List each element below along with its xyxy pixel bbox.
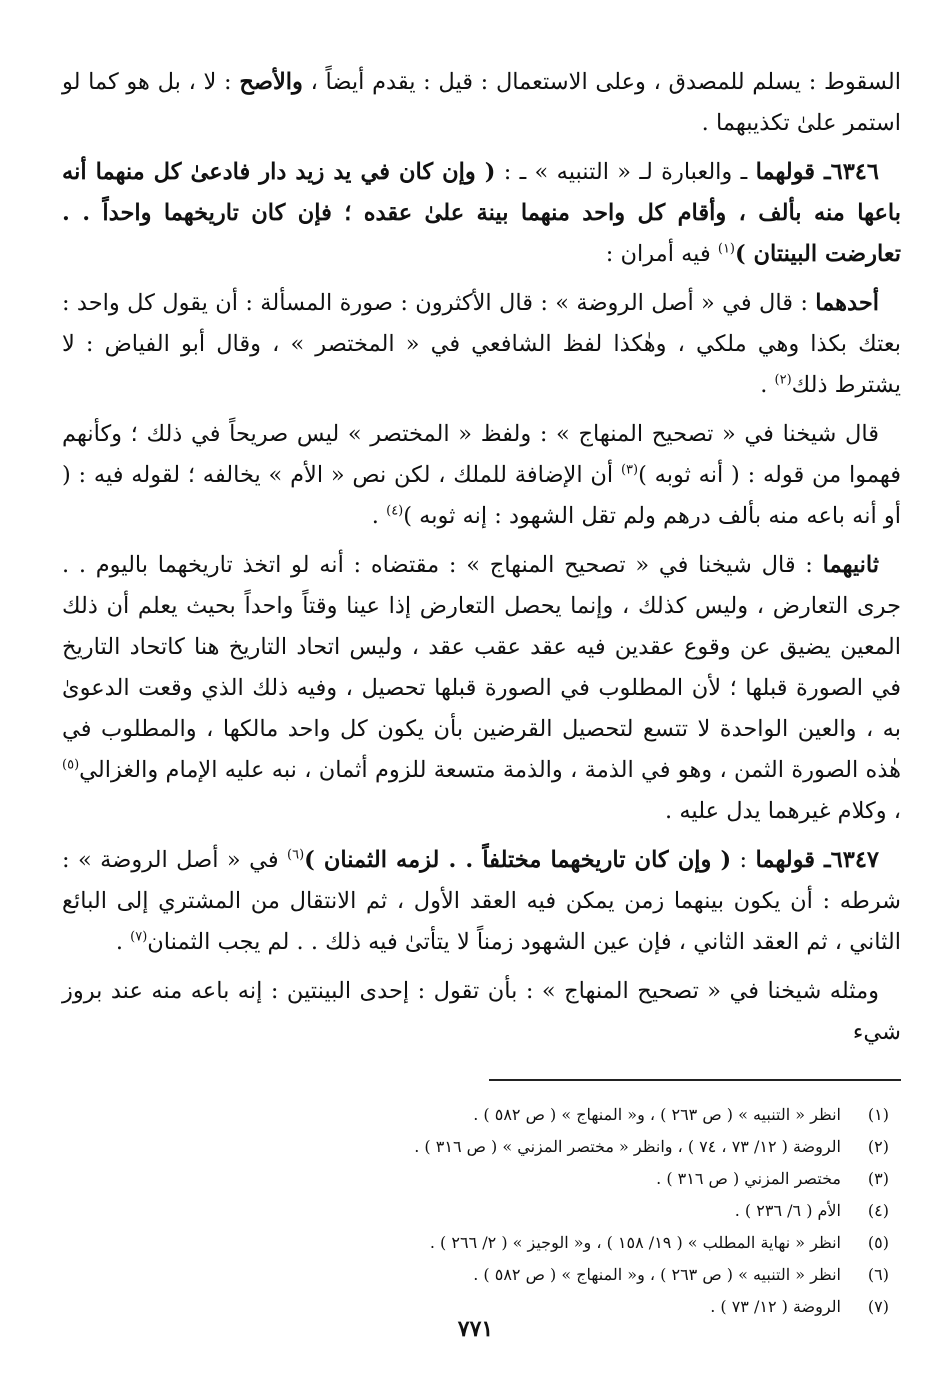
paragraph bbox=[62, 283, 901, 406]
text-run: ، وكلام غيرهما يدل عليه . bbox=[665, 798, 901, 824]
text-run: قال شيخنا في « تصحيح المنهاج » : ولفظ « المختصر » ليس صريحاً في ذلك ؛ وكأنهم فهموا من قوله : ( أنه ثوبه ) bbox=[62, 421, 901, 488]
main-text bbox=[62, 62, 901, 1053]
paragraph bbox=[62, 971, 901, 1053]
footnote-item bbox=[62, 1099, 901, 1131]
footnote-text: انظر « التنبيه » ( ص ٢٦٣ ) ، و« المنهاج » ( ص ٥٨٢ ) . bbox=[473, 1105, 841, 1124]
footnote-separator bbox=[489, 1079, 901, 1081]
paragraph bbox=[62, 545, 901, 832]
text-run: . bbox=[371, 503, 387, 529]
footnote-ref: (٢) bbox=[774, 372, 792, 388]
footnote-ref: (٥) bbox=[62, 757, 80, 773]
paragraph bbox=[62, 152, 901, 275]
bold-text: ( وإن كان تاريخهما مختلفاً . . لزمه الثمنان ) bbox=[304, 847, 732, 873]
bold-text: والأصح bbox=[239, 69, 303, 95]
footnote-text: الروضة ( ١٢/ ٧٣ ، ٧٤ ) ، وانظر « مختصر المزني » ( ص ٣١٦ ) . bbox=[414, 1137, 841, 1156]
text-run: ـ والعبارة لـ « التنبيه » ـ : bbox=[495, 159, 756, 185]
footnote-number: (٧) bbox=[867, 1297, 889, 1316]
bold-text: أحدهما bbox=[815, 290, 879, 316]
text-run: . bbox=[760, 372, 775, 398]
bold-text: ( وإن كان في يد زيد دار فادعىٰ كل منهما أنه باعها منه بألف ، وأقام كل واحد منهما بينة علىٰ عقده ؛ فإن كان تاريخهما واحداً . . تعارضت البينتان ) bbox=[62, 159, 901, 267]
footnote-item bbox=[62, 1195, 901, 1227]
footnote-item bbox=[62, 1163, 901, 1195]
footnote-text: انظر « التنبيه » ( ص ٢٦٣ ) ، و« المنهاج » ( ص ٥٨٢ ) . bbox=[473, 1265, 841, 1284]
footnote-item bbox=[62, 1259, 901, 1291]
footnote-text: الأم ( ٦/ ٢٣٦ ) . bbox=[734, 1201, 841, 1220]
text-run: . bbox=[115, 929, 131, 955]
paragraph bbox=[62, 62, 901, 144]
footnote-number: (٦) bbox=[867, 1265, 889, 1284]
page-number: ٧٧١ bbox=[457, 1316, 494, 1342]
bold-text: ٦٣٤٦ـ قولهما bbox=[755, 159, 879, 185]
text-run: أن الإضافة للملك ، لكن نص « الأم » يخالفه ؛ لقوله فيه : ( أو أنه باعه منه بألف درهم ولم تقل الشهود : إنه ثوبه ) bbox=[62, 462, 901, 529]
footnote-text: مختصر المزني ( ص ٣١٦ ) . bbox=[656, 1169, 841, 1188]
text-run: : قال في « أصل الروضة » : قال الأكثرون : صورة المسألة : أن يقول كل واحد : بعتك بكذا وهي ملكي ، وهٰكذا لفظ الشافعي في « المختصر » ، وقال أبو الفياض : لا يشترط ذلك bbox=[62, 290, 901, 398]
text-run: ومثله شيخنا في « تصحيح المنهاج » : بأن تقول : إحدى البينتين : إنه باعه منه عند بروز شيء bbox=[62, 978, 901, 1045]
footnotes bbox=[62, 1099, 901, 1323]
footnote-ref: (١) bbox=[717, 241, 735, 257]
text-run: : لا ، بل هو كما لو استمر علىٰ تكذيبهما . bbox=[62, 69, 901, 136]
paragraph bbox=[62, 840, 901, 963]
footnote-text: انظر « نهاية المطلب » ( ١٩/ ١٥٨ ) ، و« الوجيز » ( ٢/ ٢٦٦ ) . bbox=[429, 1233, 841, 1252]
footnote-ref: (٤) bbox=[386, 503, 404, 519]
footnote-text: الروضة ( ١٢/ ٧٣ ) . bbox=[710, 1297, 841, 1316]
text-run: فيه أمران : bbox=[605, 241, 718, 267]
footnote-number: (١) bbox=[867, 1105, 889, 1124]
footnote-number: (٣) bbox=[867, 1169, 889, 1188]
footnote-number: (٢) bbox=[867, 1137, 889, 1156]
text-run: السقوط : يسلم للمصدق ، وعلى الاستعمال : قيل : يقدم أيضاً ، bbox=[302, 69, 902, 95]
footnote-ref: (٦) bbox=[287, 847, 305, 863]
paragraph bbox=[62, 414, 901, 537]
footnote-item bbox=[62, 1131, 901, 1163]
bold-text: ثانيهما bbox=[822, 552, 879, 578]
footnote-item bbox=[62, 1227, 901, 1259]
text-run: : قال شيخنا في « تصحيح المنهاج » : مقتضاه : أنه لو اتخذ تاريخهما باليوم . . جرى التعارض ، وليس كذلك ، وإنما يحصل التعارض إذا عينا وقتاً واحداً بحيث يعلم أن ذلك المعين يضيق عن وقوع عقدين فيه عقد عقب عقد ، وليس اتحاد التاريخ هنا كاتحاد التاريخ في الصورة قبلها ؛ لأن المطلوب في الصورة قبلها تحصيل ، وفيه ذلك الذي وقعت الدعوىٰ به ، والعين الواحدة لا تتسع لتحصيل القرضين بأن يكون كل واحد مالكها ، والمطلوب في هٰذه الصورة الثمن ، وهو في الذمة ، والذمة متسعة للزوم أثمان ، نبه عليه الإمام والغزالي bbox=[62, 552, 901, 783]
footnote-number: (٤) bbox=[867, 1201, 889, 1220]
bold-text: ٦٣٤٧ـ قولهما bbox=[755, 847, 879, 873]
footnote-ref: (٧) bbox=[130, 929, 148, 945]
footnote-number: (٥) bbox=[867, 1233, 889, 1252]
text-run: في « أصل الروضة » : شرطه : أن يكون بينهما زمن يمكن فيه العقد الأول ، ثم الانتقال من المشتري إلى البائع الثاني ، ثم العقد الثاني ، فإن عين الشهود زمناً لا يتأتىٰ فيه ذلك . . لم يجب الثمنان bbox=[62, 847, 901, 955]
footnote-ref: (٣) bbox=[620, 462, 639, 478]
text-run: : bbox=[731, 847, 756, 873]
